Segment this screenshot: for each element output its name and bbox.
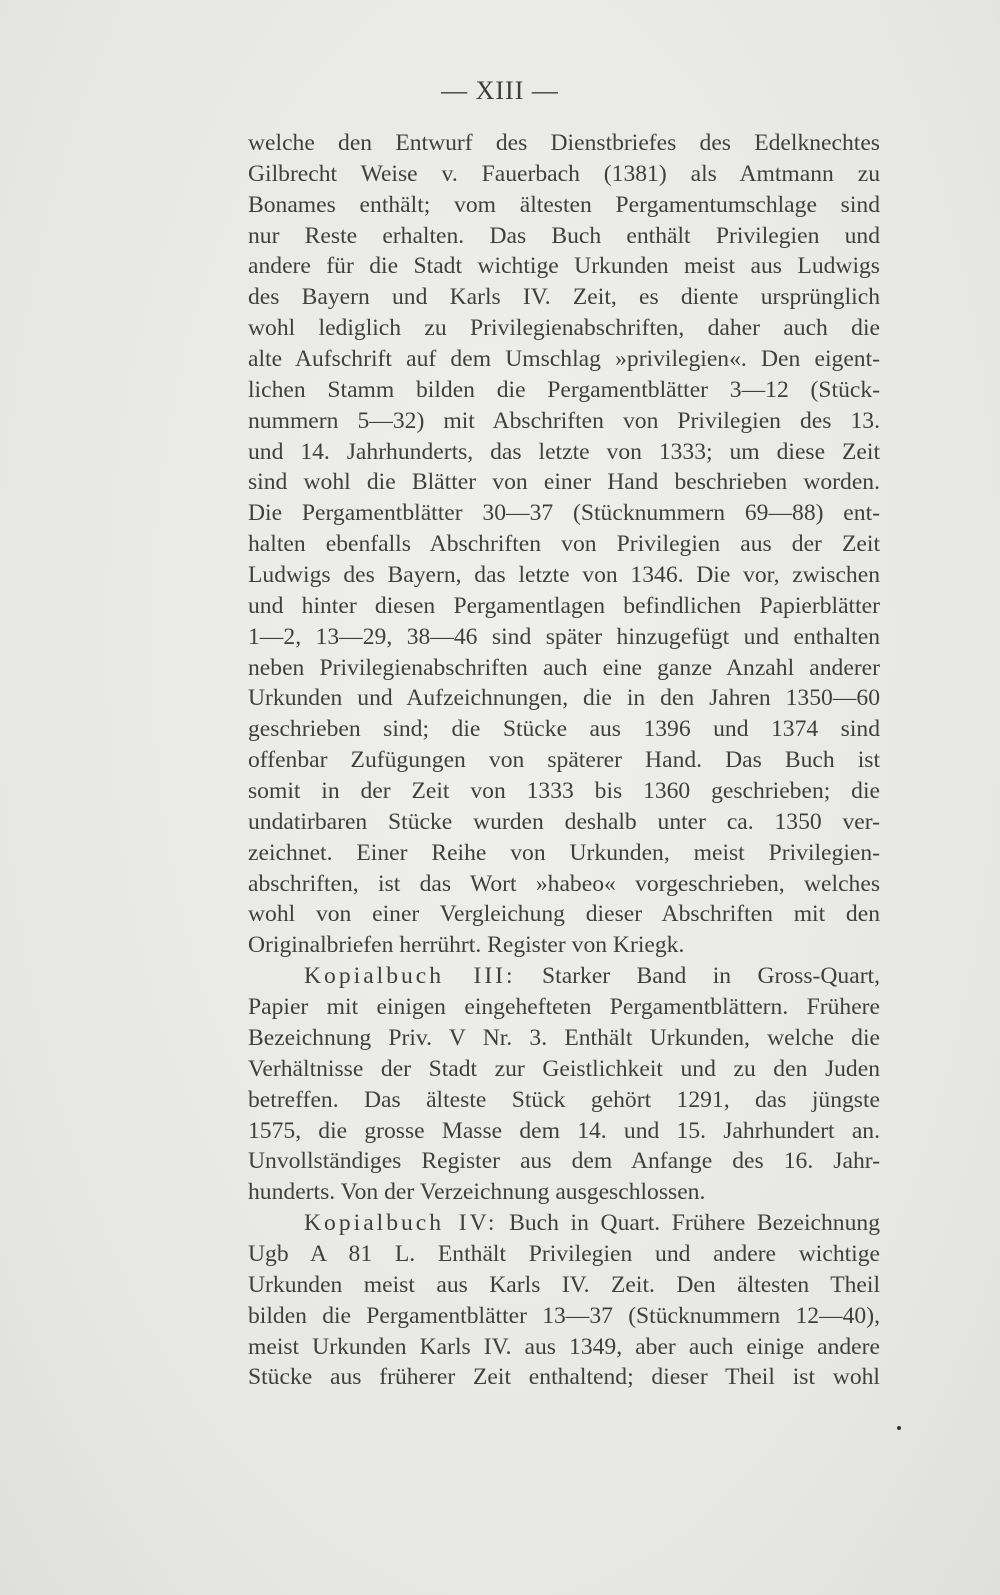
text-line: 1575, die grosse Masse dem 14. und 15. Jahrhundert an. bbox=[248, 1117, 880, 1144]
text-line: neben Privilegienabschriften auch eine ganze Anzahl anderer bbox=[248, 654, 880, 681]
body-text bbox=[248, 128, 880, 1393]
section-heading-kopialbuch-iv: Kopialbuch IV: bbox=[304, 1210, 498, 1237]
text-line: und 14. Jahrhunderts, das letzte von 1333; um diese Zeit bbox=[248, 438, 880, 465]
text-line: halten ebenfalls Abschriften von Privilegien aus der Zeit bbox=[248, 531, 880, 558]
text-line: lichen Stamm bilden die Pergamentblätter 3—12 (Stück- bbox=[248, 376, 880, 403]
text-line: andere für die Stadt wichtige Urkunden meist aus Ludwigs bbox=[248, 253, 880, 280]
text-line: Verhältnisse der Stadt zur Geistlichkeit und zu den Juden bbox=[248, 1055, 880, 1082]
text-line: offenbar Zufügungen von späterer Hand. Das Buch ist bbox=[248, 747, 880, 774]
text-line: Bonames enthält; vom ältesten Pergamentumschlage sind bbox=[248, 191, 880, 218]
section-first-line bbox=[248, 961, 880, 992]
text-fragment: Buch in Quart. Frühere Bezeichnung bbox=[509, 1210, 880, 1237]
text-line: Gilbrecht Weise v. Fauerbach (1381) als Amtmann zu bbox=[248, 160, 880, 187]
page-number: — XIII — bbox=[441, 76, 559, 105]
text-line: nummern 5—32) mit Abschriften von Privilegien des 13. bbox=[248, 407, 880, 434]
text-line: geschrieben sind; die Stücke aus 1396 und 1374 sind bbox=[248, 716, 880, 743]
text-line: hunderts. Von der Verzeichnung ausgeschlossen. bbox=[248, 1179, 706, 1206]
text-line: Ludwigs des Bayern, das letzte von 1346. Die vor, zwischen bbox=[248, 562, 880, 589]
text-line: Originalbriefen herrührt. Register von Kriegk. bbox=[248, 932, 685, 959]
text-line: wohl von einer Vergleichung dieser Abschriften mit den bbox=[248, 901, 880, 928]
text-line: somit in der Zeit von 1333 bis 1360 geschrieben; die bbox=[248, 778, 880, 805]
text-line: welche den Entwurf des Dienstbriefes des Edelknechtes bbox=[248, 130, 880, 156]
text-line: bilden die Pergamentblätter 13—37 (Stücknummern 12—40), bbox=[248, 1302, 880, 1329]
text-line: betreffen. Das älteste Stück gehört 1291, das jüngste bbox=[248, 1086, 880, 1113]
text-line: des Bayern und Karls IV. Zeit, es diente ursprünglich bbox=[248, 284, 880, 311]
text-line: Die Pergamentblätter 30—37 (Stücknummern 69—88) ent- bbox=[248, 500, 880, 527]
text-line: und hinter diesen Pergamentlagen befindlichen Papierblätter bbox=[248, 592, 880, 619]
text-line: Unvollständiges Register aus dem Anfange des 16. Jahr- bbox=[248, 1148, 880, 1175]
text-line: 1—2, 13—29, 38—46 sind später hinzugefügt und enthalten bbox=[248, 623, 880, 650]
text-line: abschriften, ist das Wort »habeo« vorgeschrieben, welches bbox=[248, 870, 880, 897]
ink-speck bbox=[897, 1426, 901, 1430]
text-line: meist Urkunden Karls IV. aus 1349, aber auch einige andere bbox=[248, 1333, 880, 1360]
text-line: alte Aufschrift auf dem Umschlag »privilegien«. Den eigent- bbox=[248, 346, 880, 373]
text-line: wohl lediglich zu Privilegienabschriften, daher auch die bbox=[248, 315, 880, 342]
text-line: sind wohl die Blätter von einer Hand beschrieben worden. bbox=[248, 469, 880, 496]
text-line: Bezeichnung Priv. V Nr. 3. Enthält Urkunden, welche die bbox=[248, 1024, 880, 1051]
text-line: Stücke aus früherer Zeit enthaltend; dieser Theil ist wohl bbox=[248, 1364, 880, 1391]
text-fragment: Starker Band in Gross-Quart, bbox=[542, 963, 881, 990]
text-line: Papier mit einigen eingehefteten Pergamentblättern. Frühere bbox=[248, 994, 880, 1021]
text-line: undatirbaren Stücke wurden deshalb unter ca. 1350 ver- bbox=[248, 808, 880, 835]
text-line: Urkunden und Aufzeichnungen, die in den Jahren 1350—60 bbox=[248, 685, 880, 712]
text-line: nur Reste erhalten. Das Buch enthält Privilegien und bbox=[248, 222, 880, 249]
section-first-line bbox=[248, 1208, 880, 1239]
text-line: Ugb A 81 L. Enthält Privilegien und andere wichtige bbox=[248, 1240, 880, 1267]
section-heading-kopialbuch-iii: Kopialbuch III: bbox=[304, 963, 516, 990]
text-line: Urkunden meist aus Karls IV. Zeit. Den ältesten Theil bbox=[248, 1271, 880, 1298]
text-line: zeichnet. Einer Reihe von Urkunden, meist Privilegien- bbox=[248, 839, 880, 866]
